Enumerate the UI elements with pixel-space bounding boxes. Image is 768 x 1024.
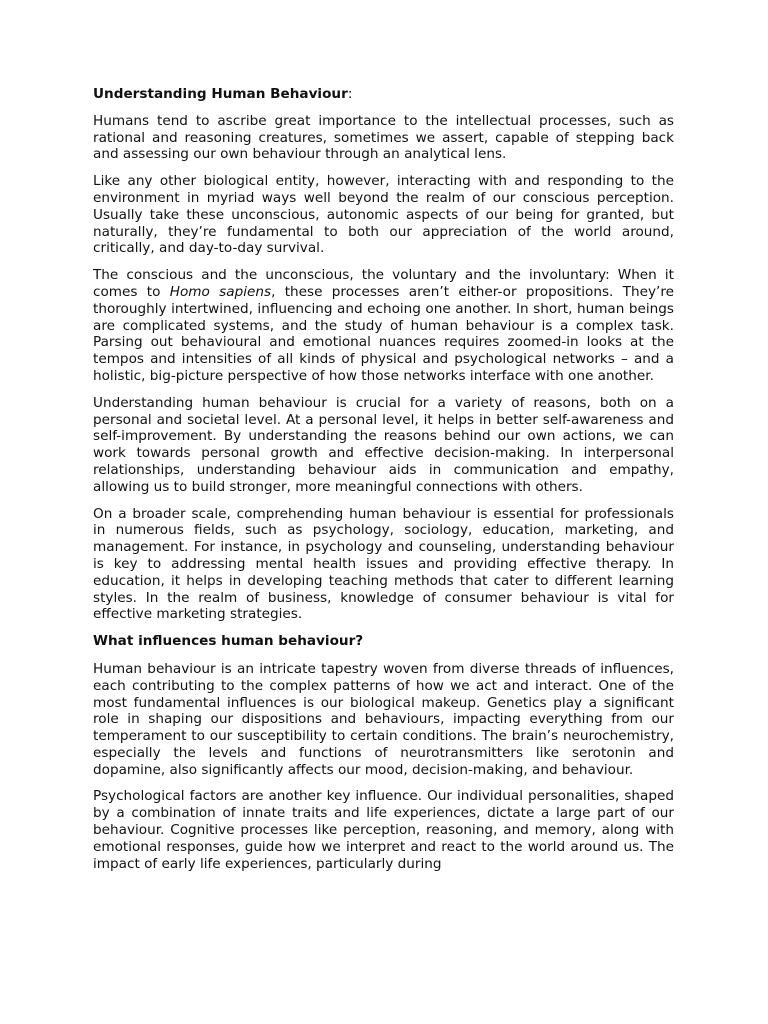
document-title-text: Understanding Human Behaviour xyxy=(93,86,348,102)
section-heading: What influences human behaviour? xyxy=(93,633,364,650)
paragraph-3 xyxy=(93,267,674,385)
species-name: Homo sapiens xyxy=(169,283,272,300)
paragraph-4: Understanding human behaviour is crucial for a variety of reasons, both on a personal and societal level. At a personal level, it helps in better self-awareness and self-improvement. By understanding the reasons behind our own actions, we can work towards personal growth and effective decision-making. In interpersonal relationships, understanding behaviour aids in communication and empathy, allowing us to build stronger, more meaningful connections with others. xyxy=(93,394,674,495)
paragraph-3-start: The conscious and the unconscious, the voluntary and the involuntary: When it comes to xyxy=(93,267,674,300)
document-title-colon: : xyxy=(347,86,353,102)
document-page xyxy=(93,86,674,882)
paragraph-1: Humans tend to ascribe great importance to the intellectual processes, such as rational and reasoning creatures, sometimes we assert, capable of stepping back and assessing our own behaviour through an analytical lens. xyxy=(93,112,674,163)
paragraph-5: On a broader scale, comprehending human behaviour is essential for professionals in numerous fields, such as psychology, sociology, education, marketing, and management. For instance, in psychology and counseling, understanding behaviour is key to addressing mental health issues and providing effective therapy. In education, it helps in developing teaching methods that cater to different learning styles. In the realm of business, knowledge of consumer behaviour is vital for effective marketing strategies. xyxy=(93,505,674,623)
paragraph-6: Human behaviour is an intricate tapestry woven from diverse threads of influences, each contributing to the complex patterns of how we act and interact. One of the most fundamental influences is our biological makeup. Genetics play a significant role in shaping our dispositions and behaviours, impacting everything from our temperament to our susceptibility to certain conditions. The brain’s neurochemistry, especially the levels and functions of neurotransmitters like serotonin and dopamine, also significantly affects our mood, decision-making, and behaviour. xyxy=(93,660,674,778)
paragraph-2: Like any other biological entity, however, interacting with and responding to the environment in myriad ways well beyond the realm of our conscious perception. Usually take these unconscious, autonomic aspects of our being for granted, but naturally, they’re fundamental to both our appreciation of the world around, critically, and day-to-day survival. xyxy=(93,173,674,257)
paragraph-3-end: , these processes aren’t either-or propositions. They’re thoroughly intertwined, influencing and echoing one another. In short, human beings are complicated systems, and the study of human behaviour is a complex task. Parsing out behavioural and emotional nuances requires zoomed-in looks at the tempos and intensities of all kinds of physical and psychological networks – and a holistic, big-picture perspective of how those networks interface with one another. xyxy=(93,283,674,384)
document-title xyxy=(93,86,674,103)
paragraph-7: Psychological factors are another key influence. Our individual personalities, shaped by a combination of innate traits and life experiences, dictate a large part of our behaviour. Cognitive processes like perception, reasoning, and memory, along with emotional responses, guide how we interpret and react to the world around us. The impact of early life experiences, particularly during xyxy=(93,788,674,872)
